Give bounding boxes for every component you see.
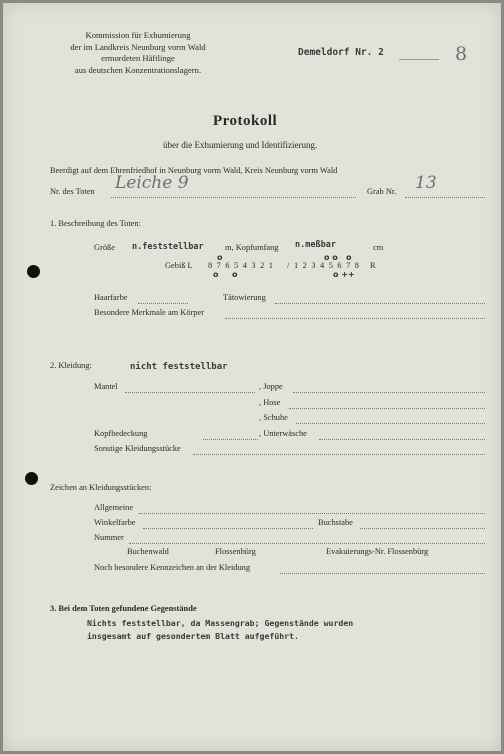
flossenbuerg-label: Flossenbürg — [215, 547, 256, 556]
page-title: Protokoll — [213, 113, 278, 129]
grave-number-line — [405, 197, 485, 198]
triangle-color-label: Winkelfarbe — [94, 518, 136, 527]
number-label: Nummer — [94, 533, 124, 542]
dental-mark: o o — [324, 253, 338, 262]
document-sheet — [3, 3, 501, 751]
dental-mark: o — [346, 253, 352, 262]
teeth-right-label: R — [370, 261, 376, 270]
clothing-value: nicht feststellbar — [130, 362, 228, 372]
other-marks-line — [280, 573, 485, 574]
headwear-label: Kopfbedeckung — [94, 429, 148, 438]
tattoo-line — [275, 303, 485, 304]
underwear-line — [319, 439, 485, 440]
letter-label: Buchstabe — [318, 518, 353, 527]
trousers-line — [289, 408, 485, 409]
teeth-left-numbers: 8 7 6 5 4 3 2 1 — [208, 261, 275, 270]
tattoo-label: Tätowierung — [223, 293, 266, 302]
head-circumference-unit: cm — [373, 243, 384, 252]
page-number: 8 — [455, 43, 468, 65]
reference-underline — [399, 59, 439, 60]
grave-number-label: Grab Nr. — [367, 187, 397, 196]
size-label: Größe — [94, 243, 115, 252]
commission-header — [38, 30, 238, 76]
grave-number-value: 13 — [415, 173, 437, 193]
other-clothing-line — [193, 454, 485, 455]
buchenwald-label: Buchenwald — [127, 547, 169, 556]
size-value: n.feststellbar — [132, 242, 204, 252]
evacuation-number-label: Evakuierungs-Nr. Flossenbürg — [326, 547, 429, 556]
punch-hole — [25, 472, 38, 485]
coat-label: Mantel — [94, 382, 118, 391]
dead-number-value: Leiche 9 — [115, 173, 189, 193]
found-items-line1: Nichts feststellbar, da Massengrab; Gegenstände wurden — [87, 618, 354, 628]
dental-mark: o ++ — [333, 270, 355, 279]
number-line — [129, 543, 485, 544]
head-circumference-label: m, Kopfumfang — [225, 243, 279, 252]
section3-heading: 3. Bei dem Toten gefundene Gegenstände — [50, 604, 197, 613]
dental-mark: o — [232, 270, 238, 279]
commission-line: der im Landkreis Neunburg vorm Wald — [70, 41, 206, 52]
other-marks-label: Noch besondere Kennzeichen an der Kleidung — [94, 563, 251, 572]
teeth-right-numbers: 1 2 3 4 5 6 7 8 — [294, 261, 361, 270]
dental-mark: o — [213, 270, 219, 279]
found-items-line2: insgesamt auf gesondertem Blatt aufgeführt. — [87, 631, 299, 641]
hair-color-label: Haarfarbe — [94, 293, 128, 302]
commission-line: ermordeten Häftlinge — [101, 53, 175, 63]
coat-line — [125, 392, 255, 393]
commission-line: aus deutschen Konzentrationslagern. — [74, 64, 202, 75]
page-subtitle: über die Exhumierung und Identifizierung. — [163, 140, 318, 150]
section1-heading: 1. Beschreibung des Toten: — [50, 219, 141, 228]
dead-number-label: Nr. des Toten — [50, 187, 95, 196]
head-circumference-value: n.meßbar — [295, 240, 336, 250]
dental-mark: o — [217, 253, 223, 262]
burial-text: Beerdigt auf dem Ehrenfriedhof in Neunburg vorm Wald, Kreis Neunburg vorm Wald — [50, 166, 338, 175]
hair-color-line — [138, 303, 188, 304]
jacket-label: , Joppe — [259, 382, 283, 391]
trousers-label: , Hose — [259, 398, 281, 407]
general-line — [139, 513, 485, 514]
letter-line — [360, 528, 485, 529]
body-marks-label: Besondere Merkmale am Körper — [94, 308, 204, 317]
teeth-separator: / — [287, 261, 291, 270]
underwear-label: , Unterwäsche — [259, 429, 307, 438]
other-clothing-label: Sonstige Kleidungsstücke — [94, 444, 181, 453]
body-marks-line — [225, 318, 485, 319]
teeth-label: Gebiß L — [165, 261, 193, 270]
signs-heading: Zeichen an Kleidungsstücken: — [50, 483, 152, 492]
punch-hole — [27, 265, 40, 278]
shoes-label: , Schuhe — [259, 413, 288, 422]
commission-line: Kommission für Exhumierung — [85, 30, 191, 40]
shoes-line — [296, 423, 485, 424]
triangle-color-line — [143, 528, 313, 529]
section2-heading: 2. Kleidung: — [50, 361, 92, 370]
jacket-line — [293, 392, 485, 393]
dead-number-line — [111, 197, 356, 198]
place-reference: Demeldorf Nr. 2 — [298, 47, 384, 58]
general-label: Allgemeine — [94, 503, 134, 512]
headwear-line — [203, 439, 258, 440]
